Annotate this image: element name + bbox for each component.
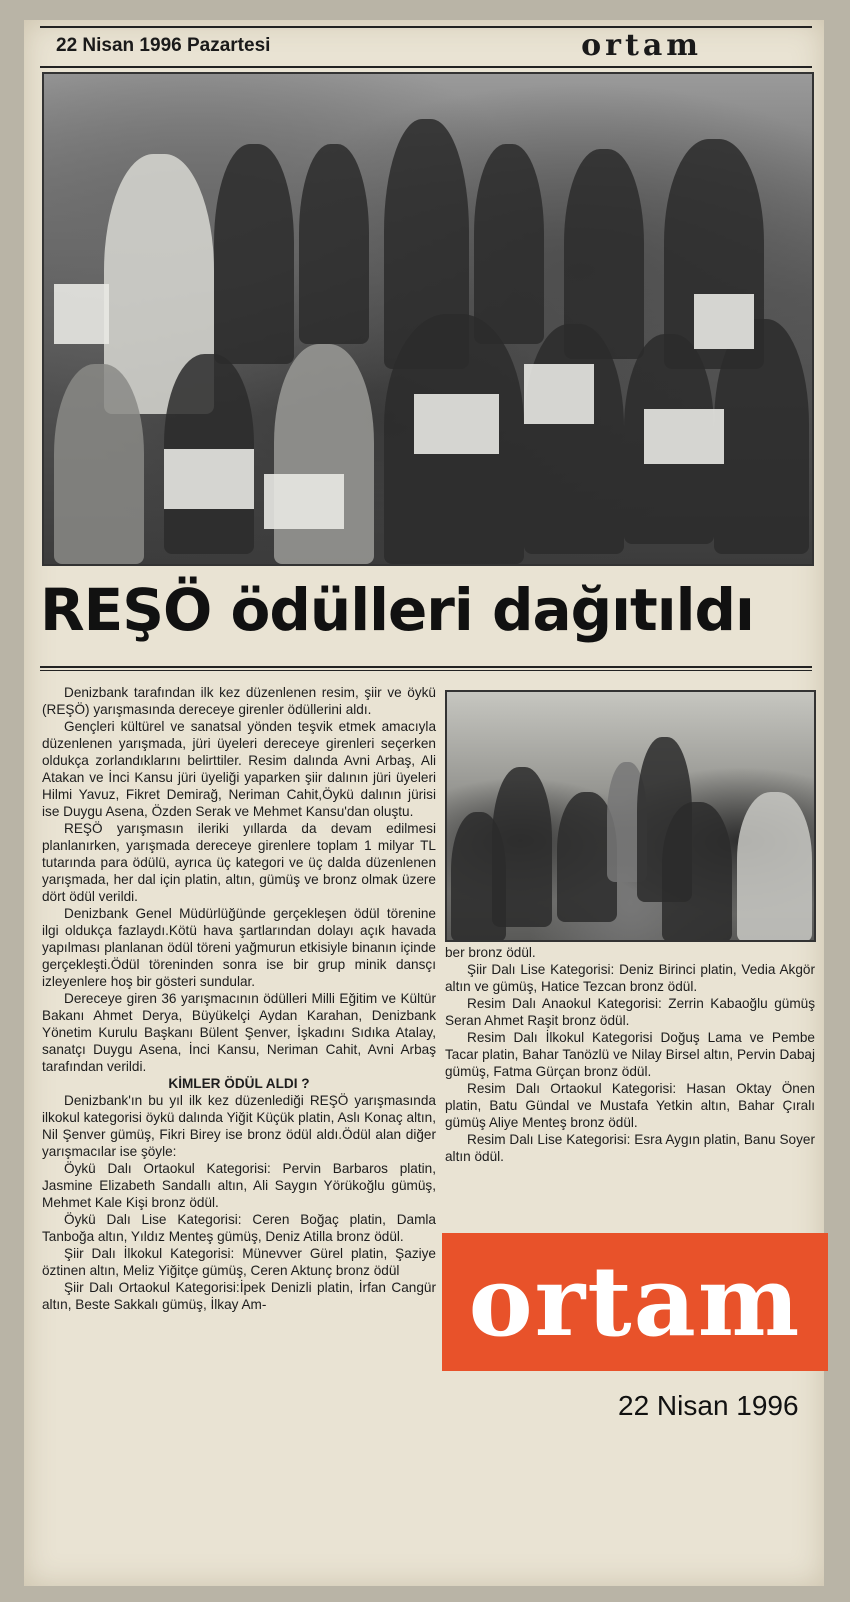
- article-paragraph: Şiir Dalı Lise Kategorisi: Deniz Birinci platin, Vedia Akgör altın ve gümüş, Hatice Tezcan bronz ödül.: [445, 962, 815, 994]
- article-paragraph: Denizbank Genel Müdürlüğünde gerçekleşen ödül törenine ilgi oldukça fazlaydı.Kötü hava şartlarından dolayı açık havada yapılması planlanan ödül töreni yağmurun etkisiyle binanın içinde gerçekleşti.Ödül töreninden sonra ise bir grup minik dansçı izleyenlere hoş bir gösteri sundular.: [42, 906, 436, 989]
- header-paper-name: ortam: [581, 28, 702, 63]
- headline-divider: [40, 666, 812, 671]
- article-paragraph: Gençleri kültürel ve sanatsal yönden teşvik etmek amacıyla düzenlenen yarışmada, jüri üyeleri dereceye girenleri seçerken oldukça zorlandıklarını belirttiler. Resim dalında Avni Arbaş, Ali Atakan ve İnci Kansu jüri üyeliği yaparken şiir dalının jüri üyeleri Hilmi Yavuz, Fikret Demirağ, Neriman Cahit,Öykü dalının jürisi ise Duygu Asena, Özden Serak ve Mehmet Kansu'dan oluştu.: [42, 719, 436, 819]
- article-subhead: KİMLER ÖDÜL ALDI ?: [168, 1076, 310, 1091]
- article-paragraph: Denizbank tarafından ilk kez düzenlenen resim, şiir ve öykü (REŞÖ) yarışmasında dereceye girenler ödüllerini aldı.: [42, 685, 436, 717]
- ortam-logo: [442, 1233, 828, 1371]
- headline: REŞÖ ödülleri dağıtıldı: [40, 576, 754, 644]
- article-paragraph: Resim Dalı Lise Kategorisi: Esra Aygın platin, Banu Soyer altın ödül.: [445, 1132, 815, 1164]
- article-column-left: [42, 684, 436, 1313]
- newspaper-header: [40, 26, 812, 68]
- article-paragraph: Resim Dalı Ortaokul Kategorisi: Hasan Oktay Önen platin, Batu Gündal ve Mustafa Yetkin altın, Bahar Çıralı gümüş Aliye Menteş bronz ödül.: [445, 1081, 815, 1130]
- article-paragraph: Resim Dalı İlkokul Kategorisi Doğuş Lama ve Pembe Tacar platin, Bahar Tanözlü ve Nilay Birsel altın, Pervin Dabaj gümüş, Fatma Gürçan bronz ödül.: [445, 1030, 815, 1079]
- article-paragraph: Resim Dalı Anaokul Kategorisi: Zerrin Kabaoğlu gümüş Seran Ahmet Raşit bronz ödül.: [445, 996, 815, 1028]
- header-date: 22 Nisan 1996 Pazartesi: [56, 35, 271, 56]
- article-paragraph: Şiir Dalı Ortaokul Kategorisi:İpek Denizli platin, İrfan Cangür altın, Beste Sakkalı gümüş, İlkay Am-: [42, 1280, 436, 1312]
- article-paragraph: Dereceye giren 36 yarışmacının ödülleri Milli Eğitim ve Kültür Bakanı Ahmet Derya, Büyükelçi Aydan Karahan, Denizbank Yönetim Kurulu Başkanı Bülent Şenver, İşkadını Sıdıka Atalay, sanatçı Duygu Asena, İnci Kansu, Neriman Cahit, Avni Arbaş tarafından verildi.: [42, 991, 436, 1074]
- source-date: 22 Nisan 1996: [618, 1390, 799, 1421]
- article-paragraph: Denizbank'ın bu yıl ilk kez düzenlediği REŞÖ yarışmasında ilkokul kategorisi öykü dalında Yiğit Küçük platin, Aslı Konaç altın, Nil Şenver gümüş, Fikri Birey ise bronz ödül aldı.Ödül alan diğer yarışmacılar ise şöyle:: [42, 1093, 436, 1159]
- article-paragraph: Öykü Dalı Ortaokul Kategorisi: Pervin Barbaros platin, Jasmine Elizabeth Sandallı altın, Ali Saygın Yörükoğlu gümüş, Mehmet Kale Kişi bronz ödül.: [42, 1161, 436, 1210]
- group-photo: [42, 72, 814, 566]
- article-column-right: [445, 944, 815, 1165]
- article-paragraph: Şiir Dalı İlkokul Kategorisi: Münevver Gürel platin, Şaziye öztinen altın, Meliz Yiğitçe gümüş, Ceren Aktunç bronz ödül: [42, 1246, 436, 1278]
- article-paragraph: Öykü Dalı Lise Kategorisi: Ceren Boğaç platin, Damla Tanboğa altın, Yıldız Menteş gümüş, Deniz Atilla bronz ödül.: [42, 1212, 436, 1244]
- article-paragraph: REŞÖ yarışmasın ileriki yıllarda da devam edilmesi planlanırken, yarışmada dereceye girenlere toplam 1 milyar TL tutarında para ödülü, ayrıca üç kategori ve üç dalda düzenlenen yarışmada, her dal için platin, altın, gümüş ve bronz olmak üzere dört ödül verildi.: [42, 821, 436, 904]
- article-paragraph: ber bronz ödül.: [445, 945, 536, 960]
- meeting-photo: [445, 690, 816, 942]
- ortam-logo-text: ortam: [468, 1245, 802, 1358]
